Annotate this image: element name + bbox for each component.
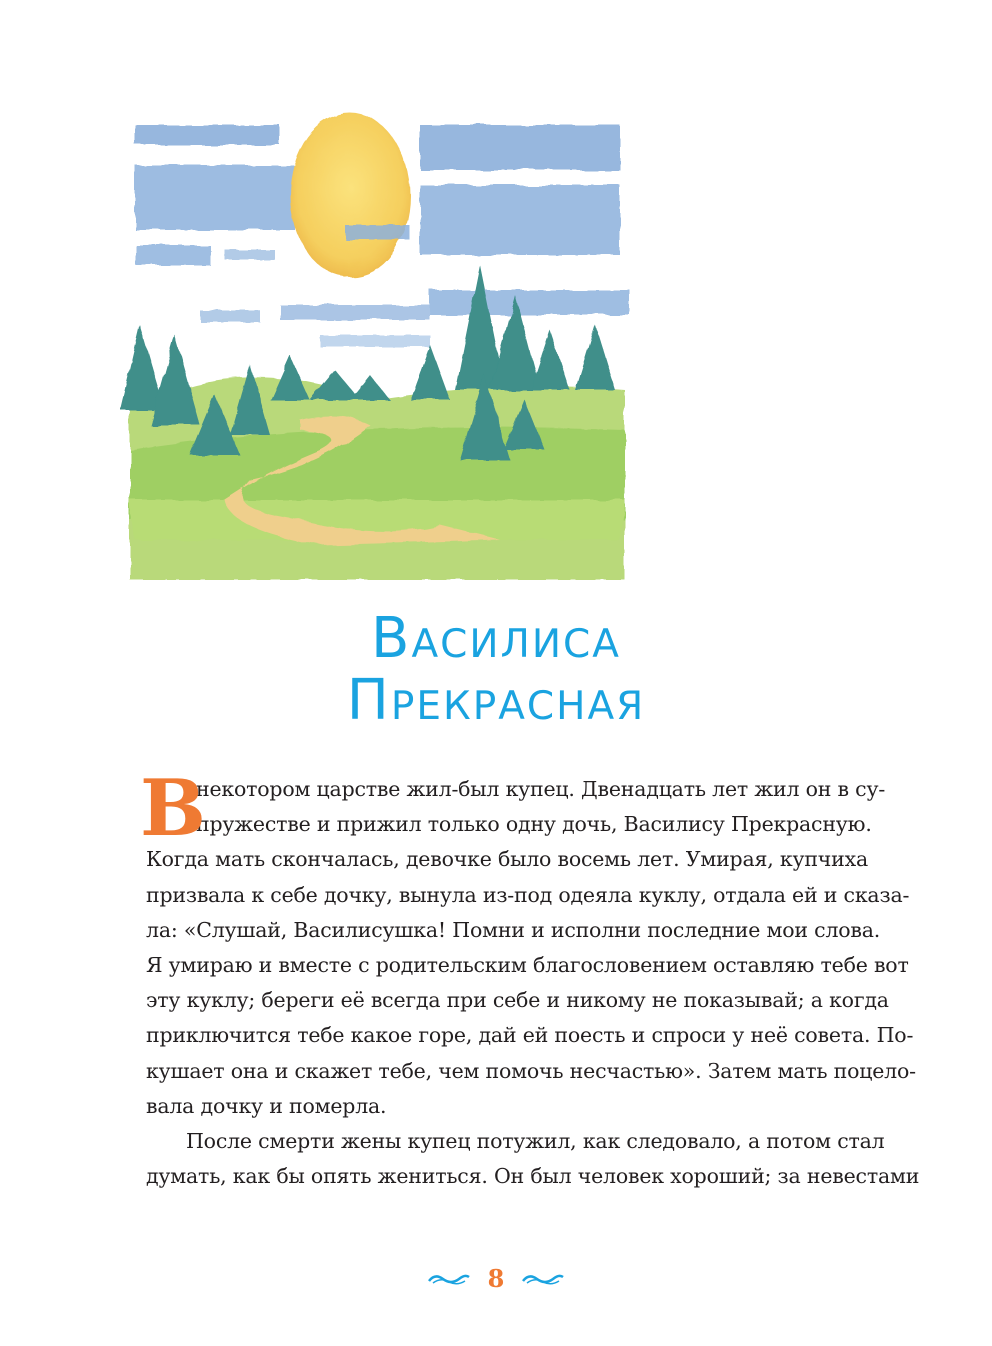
text-line: пружестве и прижил только одну дочь, Василису Прекрасную. (196, 812, 872, 837)
story-body (140, 763, 920, 1194)
page-footer (0, 1262, 992, 1293)
text-line: кушает она и скажет тебе, чем помочь несчастью». Затем мать поцело- (146, 1058, 916, 1083)
text-line: призвала к себе дочку, вынула из-под одеяла куклу, отдала ей и сказа- (146, 882, 910, 907)
text-line: эту куклу; береги её всегда при себе и никому не показывай; а когда (146, 988, 889, 1013)
text-line: ла: «Слушай, Василисушка! Помни и исполни последние мои слова. (146, 917, 881, 942)
drop-cap: В (140, 763, 206, 854)
text-line: Когда мать скончалась, девочке было восемь лет. Умирая, купчиха (146, 847, 868, 872)
text-line: думать, как бы опять жениться. Он был человек хороший; за невестами (146, 1164, 920, 1189)
text-line: Я умираю и вместе с родительским благословением оставляю тебе вот (146, 953, 909, 978)
text-line: После смерти жены купец потужил, как следовало, а потом стал (186, 1129, 885, 1154)
title-line-1: Василиса (371, 606, 621, 671)
swirl-icon (427, 1271, 471, 1287)
title-line-2: Прекрасная (346, 668, 646, 733)
story-title (0, 608, 992, 732)
text-line: некотором царстве жил-был купец. Двенадцать лет жил он в су- (196, 777, 886, 801)
text-line: вала дочку и померла. (146, 1093, 387, 1118)
text-line: приключится тебе какое горе, дай ей поесть и спроси у неё совета. По- (146, 1023, 914, 1048)
page-number: 8 (487, 1264, 505, 1293)
swirl-icon (521, 1271, 565, 1287)
landscape-illustration (120, 80, 880, 580)
